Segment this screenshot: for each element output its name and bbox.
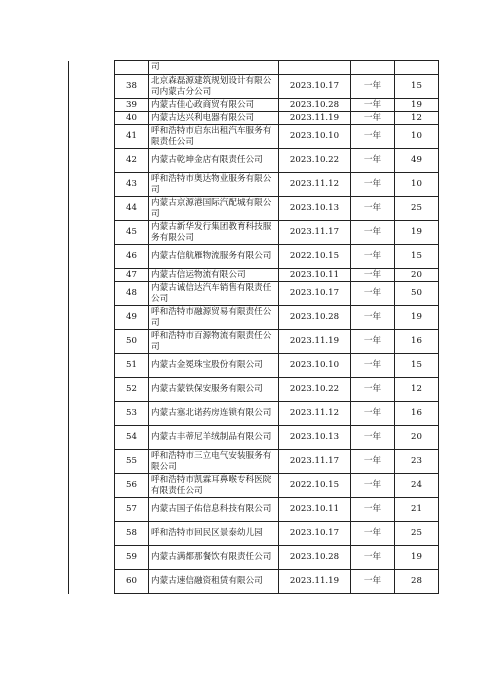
cell-number: 45 [115,221,149,245]
cell-number: 41 [115,125,149,149]
cell-date: 2023.10.17 [279,282,351,306]
cell-number: 39 [115,99,149,112]
table-body [69,61,439,594]
cell-date: 2023.10.13 [279,426,351,450]
cell-company-name: 内蒙古佳心政商贸有限公司 [149,99,279,112]
cell-number: 51 [115,354,149,378]
cell-count: 19 [395,306,439,330]
table-row [69,125,439,149]
cell-date: 2023.10.11 [279,269,351,282]
cell-term: 一年 [351,221,395,245]
cell-company-name: 内蒙古乾坤金店有限责任公司 [149,149,279,173]
cell-term: 一年 [351,546,395,570]
cell-count: 49 [395,149,439,173]
cell-date: 2023.11.19 [279,330,351,354]
cell-company-name: 呼和浩特市三立电气安装服务有限公司 [149,450,279,474]
blank-left-column [69,61,115,594]
cell-company-name: 呼和浩特市百源物流有限责任公司 [149,330,279,354]
cell-date: 2023.10.13 [279,197,351,221]
cell-number: 57 [115,498,149,522]
cell-number: 60 [115,570,149,594]
cell-number: 46 [115,245,149,269]
cell-term: 一年 [351,197,395,221]
cell-company-name: 内蒙古国子佑信息科技有限公司 [149,498,279,522]
company-list-table [68,60,439,594]
cell-count: 10 [395,125,439,149]
cell-empty [115,61,149,75]
cell-count: 50 [395,282,439,306]
table-row [69,221,439,245]
cell-term: 一年 [351,498,395,522]
cell-date: 2022.10.15 [279,474,351,498]
cell-count: 19 [395,99,439,112]
table-row [69,245,439,269]
cell-number: 43 [115,173,149,197]
table-row [69,426,439,450]
table-row [69,378,439,402]
cell-empty [351,61,395,75]
cell-term: 一年 [351,245,395,269]
cell-term: 一年 [351,282,395,306]
cell-number: 55 [115,450,149,474]
cell-count: 25 [395,522,439,546]
cell-term: 一年 [351,112,395,125]
cell-number: 44 [115,197,149,221]
cell-date: 2023.10.28 [279,546,351,570]
cell-date: 2022.10.15 [279,245,351,269]
cell-number: 38 [115,75,149,99]
cell-date: 2023.10.22 [279,378,351,402]
table-row [69,402,439,426]
cell-count: 19 [395,546,439,570]
cell-count: 20 [395,269,439,282]
cell-company-name: 内蒙古诚信达汽车销售有限责任公司 [149,282,279,306]
cell-term: 一年 [351,474,395,498]
cell-term: 一年 [351,522,395,546]
table-row [69,498,439,522]
table-row [69,330,439,354]
cell-term: 一年 [351,330,395,354]
table-row [69,546,439,570]
cell-count: 15 [395,245,439,269]
cell-count: 25 [395,197,439,221]
cell-number: 50 [115,330,149,354]
cell-term: 一年 [351,149,395,173]
table-row [69,570,439,594]
cell-date: 2023.10.17 [279,522,351,546]
table-row [69,522,439,546]
cell-empty [279,61,351,75]
cell-company-name: 内蒙古新华发行集团教育科技服务有限公司 [149,221,279,245]
cell-date: 2023.10.17 [279,75,351,99]
cell-number: 48 [115,282,149,306]
cell-count: 21 [395,498,439,522]
table-row [69,306,439,330]
cell-number: 42 [115,149,149,173]
cell-term: 一年 [351,75,395,99]
cell-date: 2023.10.11 [279,498,351,522]
cell-name: 司 [149,61,279,75]
cell-number: 49 [115,306,149,330]
cell-date: 2023.11.19 [279,570,351,594]
cell-company-name: 内蒙古信运物流有限公司 [149,269,279,282]
cell-date: 2023.11.12 [279,173,351,197]
cell-company-name: 内蒙古信航雁物流服务有限公司 [149,245,279,269]
table-row [69,99,439,112]
table-row [69,269,439,282]
cell-term: 一年 [351,354,395,378]
cell-company-name: 呼和浩特市启东出租汽车服务有限责任公司 [149,125,279,149]
table-row-continued [69,61,439,75]
cell-date: 2023.10.28 [279,306,351,330]
cell-number: 54 [115,426,149,450]
cell-company-name: 内蒙古塞北诺药房连锁有限公司 [149,402,279,426]
cell-count: 12 [395,378,439,402]
cell-company-name: 呼和浩特市回民区景泰幼儿园 [149,522,279,546]
cell-company-name: 呼和浩特市融源贸易有限责任公司 [149,306,279,330]
cell-count: 19 [395,221,439,245]
table-row [69,474,439,498]
cell-date: 2023.11.19 [279,112,351,125]
cell-term: 一年 [351,402,395,426]
cell-term: 一年 [351,99,395,112]
cell-company-name: 内蒙古满都那餐饮有限责任公司 [149,546,279,570]
cell-date: 2023.11.12 [279,402,351,426]
table-row [69,197,439,221]
cell-date: 2023.11.17 [279,221,351,245]
cell-company-name: 内蒙古速信融资租赁有限公司 [149,570,279,594]
cell-count: 23 [395,450,439,474]
cell-empty [395,61,439,75]
cell-term: 一年 [351,426,395,450]
document-table-container [68,60,438,594]
cell-count: 15 [395,75,439,99]
cell-date: 2023.10.10 [279,354,351,378]
cell-term: 一年 [351,306,395,330]
cell-number: 40 [115,112,149,125]
cell-term: 一年 [351,125,395,149]
cell-count: 10 [395,173,439,197]
cell-date: 2023.10.28 [279,99,351,112]
cell-company-name: 内蒙古金冕珠宝股份有限公司 [149,354,279,378]
cell-date: 2023.11.17 [279,450,351,474]
table-row [69,112,439,125]
cell-number: 56 [115,474,149,498]
cell-company-name: 内蒙古达兴利电器有限公司 [149,112,279,125]
cell-count: 24 [395,474,439,498]
cell-number: 59 [115,546,149,570]
cell-term: 一年 [351,450,395,474]
cell-number: 52 [115,378,149,402]
cell-count: 20 [395,426,439,450]
cell-company-name: 内蒙古丰蒂尼羊绒制品有限公司 [149,426,279,450]
table-row [69,149,439,173]
cell-count: 16 [395,402,439,426]
cell-number: 47 [115,269,149,282]
cell-company-name: 呼和浩特市凯霖耳鼻喉专科医院有限责任公司 [149,474,279,498]
cell-company-name: 北京森磊源建筑规划设计有限公司内蒙古分公司 [149,75,279,99]
table-row [69,173,439,197]
cell-company-name: 内蒙古京源港国际汽配城有限公司 [149,197,279,221]
table-row [69,354,439,378]
cell-term: 一年 [351,570,395,594]
cell-date: 2023.10.22 [279,149,351,173]
cell-count: 16 [395,330,439,354]
table-row [69,282,439,306]
cell-company-name: 内蒙古蒙铁保安服务有限公司 [149,378,279,402]
table-row [69,450,439,474]
cell-date: 2023.10.10 [279,125,351,149]
cell-company-name: 呼和浩特市奥达物业服务有限公司 [149,173,279,197]
cell-count: 15 [395,354,439,378]
cell-term: 一年 [351,173,395,197]
cell-term: 一年 [351,378,395,402]
table-row [69,75,439,99]
cell-number: 58 [115,522,149,546]
cell-term: 一年 [351,269,395,282]
cell-count: 28 [395,570,439,594]
cell-number: 53 [115,402,149,426]
cell-count: 12 [395,112,439,125]
